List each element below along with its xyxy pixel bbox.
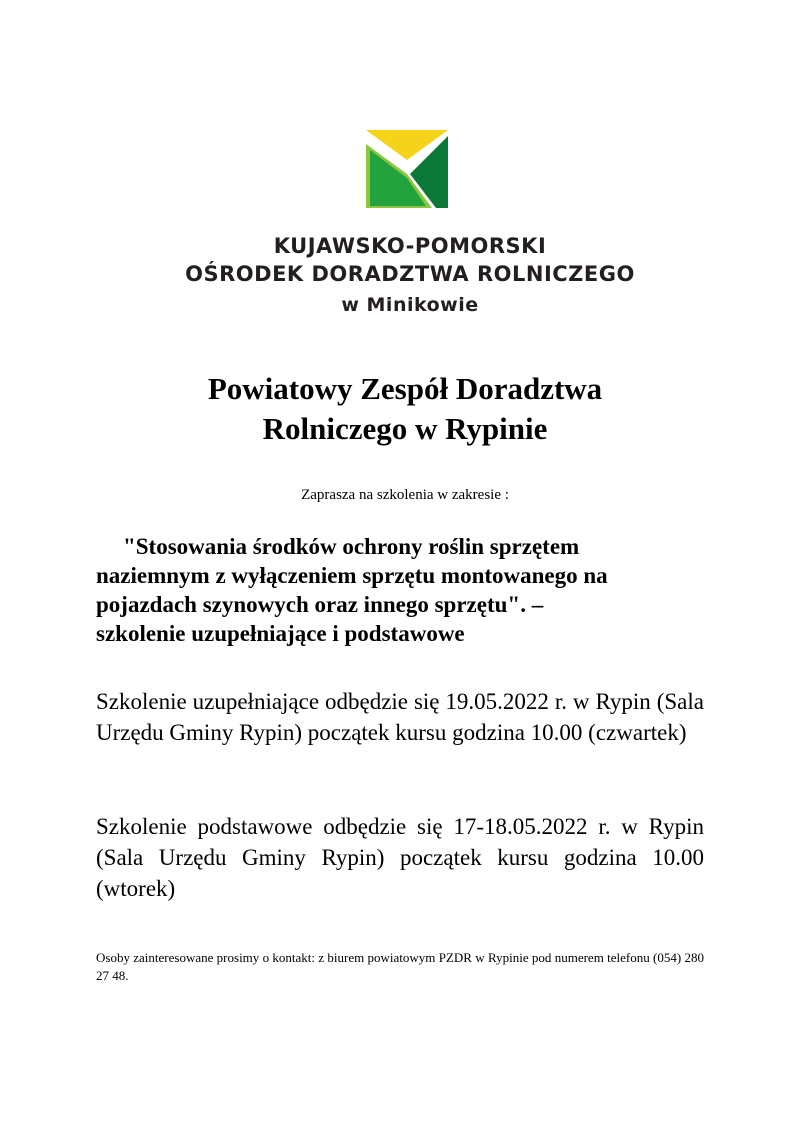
course-title-line-4: szkolenie uzupełniające i podstawowe bbox=[96, 621, 465, 646]
invitation-text: Zaprasza na szkolenia w zakresie : bbox=[301, 487, 509, 503]
course-title bbox=[96, 532, 716, 648]
kpodr-logo bbox=[366, 130, 448, 208]
course-title-line-1: "Stosowania środków ochrony roślin sprzętem bbox=[123, 534, 580, 559]
course-title-line-3: pojazdach szynowych oraz innego sprzętu". – bbox=[96, 592, 544, 617]
course-title-line-2: naziemnym z wyłączeniem sprzętu montowanego na bbox=[96, 563, 608, 588]
page-title-line-1: Powiatowy Zespół Doradztwa bbox=[207, 371, 603, 406]
contact-info: Osoby zainteresowane prosimy o kontakt: z biurem powiatowym PZDR w Rypinie pod numerem telefonu (054) 280 27 48. bbox=[96, 950, 704, 983]
org-name-line-3: w Minikowie bbox=[341, 294, 479, 316]
org-name-line-2: OŚRODEK DORADZTWA ROLNICZEGO bbox=[185, 262, 635, 286]
basic-training-info: Szkolenie podstawowe odbędzie się 17-18.05.2022 r. w Rypin (Sala Urzędu Gminy Rypin) początek kursu godzina 10.00 (wtorek) bbox=[96, 814, 704, 901]
supplementary-training-info: Szkolenie uzupełniające odbędzie się 19.05.2022 r. w Rypin (Sala Urzędu Gminy Rypin) początek kursu godzina 10.00 (czwartek) bbox=[96, 689, 704, 745]
page-title-line-2: Rolniczego w Rypinie bbox=[262, 411, 548, 446]
org-name-line-1: KUJAWSKO-POMORSKI bbox=[273, 234, 547, 258]
